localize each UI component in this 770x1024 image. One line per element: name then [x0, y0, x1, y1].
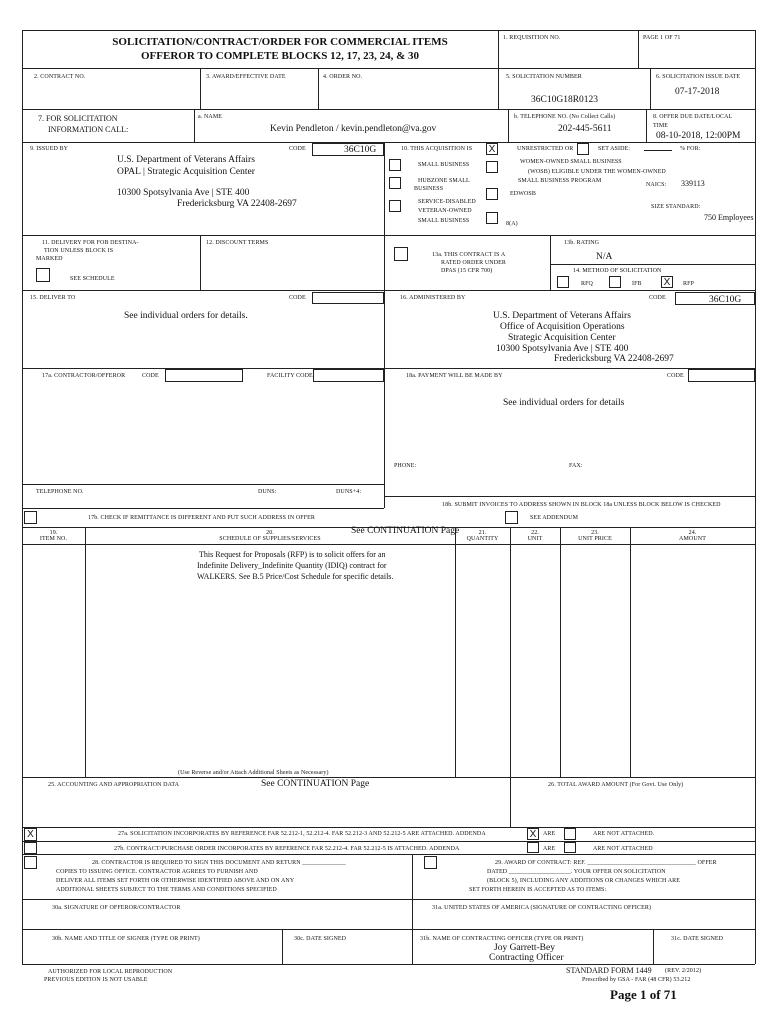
row27b-checkbox[interactable] — [24, 842, 37, 854]
see-schedule-label: SEE SCHEDULE — [70, 276, 115, 282]
sdvosb-line1: SERVICE-DISABLED — [418, 199, 476, 205]
rated-order-line3: DPAS (15 CFR 700) — [441, 268, 493, 274]
hubzone-line2: BUSINESS — [414, 186, 444, 192]
frame-left — [22, 30, 23, 964]
rfq-label: RFQ — [581, 281, 593, 287]
name30b-label: 30b. NAME AND TITLE OF SIGNER (TYPE OR PRINT) — [52, 936, 200, 942]
block28-line2: COPIES TO ISSUING OFFICE. CONTRACTOR AGREES TO FURNISH AND — [56, 869, 258, 875]
hubzone-line1: HUBZONE SMALL — [418, 178, 470, 184]
issued-by-label: 9. ISSUED BY — [30, 146, 69, 152]
edwosb-checkbox[interactable] — [486, 188, 498, 200]
see-addendum-label: SEE ADDENDUM — [530, 515, 579, 521]
size-standard-label: SIZE STANDARD: — [651, 204, 701, 210]
remittance-checkbox[interactable] — [24, 511, 37, 524]
wosb-line2: (WOSB) ELIGIBLE UNDER THE WOMEN-OWNED — [528, 169, 666, 175]
deliver-to-label: 15. DELIVER TO — [30, 295, 76, 301]
accounting-value: See CONTINUATION Page — [261, 779, 370, 789]
deliver-to-code-box — [312, 292, 384, 304]
row27a-are-not: ARE NOT ATTACHED. — [593, 831, 655, 837]
prescribed-by: Prescribed by GSA - FAR (48 CFR) 53.212 — [582, 977, 691, 983]
percent-for-label: % FOR: — [680, 146, 701, 152]
rfp-label: RFP — [683, 281, 694, 287]
rating-label: 13b. RATING — [564, 240, 600, 246]
administered-by-line2: Office of Acquisition Operations — [500, 322, 625, 332]
rated-order-line2: RATED ORDER UNDER — [441, 260, 507, 266]
telephone-label: b. TELEPHONE NO. (No Collect Calls) — [514, 114, 616, 120]
set-aside-checkbox[interactable] — [577, 143, 589, 155]
wosb-line1: WOMEN-OWNED SMALL BUSINESS — [520, 159, 622, 165]
form-title-line1: SOLICITATION/CONTRACT/ORDER FOR COMMERCIAL ITEMS — [112, 36, 448, 48]
see-schedule-checkbox[interactable] — [36, 268, 50, 282]
row27a-are: ARE — [543, 831, 556, 837]
col23-header: UNIT PRICE — [578, 536, 612, 542]
offer-due-label-time: TIME — [653, 123, 669, 129]
officer-name: Joy Garrett-Bey — [494, 943, 555, 953]
sdvosb-line2: VETERAN-OWNED — [418, 208, 472, 214]
issued-by-code: 36C10G — [344, 145, 377, 155]
delivery-label-1: 11. DELIVERY FOR FOB DESTINA- — [42, 240, 139, 246]
deliver-to-value: See individual orders for details. — [124, 311, 248, 321]
frame-right — [755, 30, 756, 964]
contractor-telephone-label: TELEPHONE NO. — [36, 489, 84, 495]
discount-terms-label: 12. DISCOUNT TERMS — [206, 240, 269, 246]
administered-by-code: 36C10G — [709, 295, 742, 305]
previous-edition: PREVIOUS EDITION IS NOT USABLE — [44, 977, 148, 983]
row27a-checkbox[interactable]: X — [24, 828, 37, 841]
authorized-reproduction: AUTHORIZED FOR LOCAL REPRODUCTION — [48, 969, 173, 975]
frame-bottom — [22, 964, 755, 965]
col21-header: QUANTITY — [466, 536, 499, 542]
payment-code-box — [688, 369, 755, 382]
issued-by-line2: OPAL | Strategic Acquisition Center — [117, 167, 255, 177]
method-label: 14. METHOD OF SOLICITATION — [573, 268, 662, 274]
ifb-checkbox[interactable] — [609, 276, 621, 288]
rating-value: N/A — [596, 252, 613, 262]
col19-num: 19. — [49, 530, 58, 536]
row27a-text: 27a. SOLICITATION INCORPORATES BY REFERENCE FAR 52.212-1, 52.212-4. FAR 52.212-3 AND 52.212-5 ARE ATTACHED. ADDENDA — [118, 831, 486, 837]
administered-by-line5: Fredericksburg VA 22408-2697 — [554, 354, 674, 364]
solicitation-no-label: 5. SOLICITATION NUMBER — [506, 74, 582, 80]
contract-no-label: 2. CONTRACT NO. — [34, 74, 86, 80]
col21-num: 21. — [478, 530, 487, 536]
block28-line3: DELIVER ALL ITEMS SET FORTH OR OTHERWISE IDENTIFIED ABOVE AND ON ANY — [56, 878, 295, 884]
eight-a-checkbox[interactable] — [486, 212, 498, 224]
col20-num: 20. — [266, 530, 274, 536]
row27b-text: 27b. CONTRACT/PURCHASE ORDER INCORPORATES BY REFERENCE FAR 52.212-4. FAR 52.212-5 IS ATTACHED. ADDENDA — [114, 846, 460, 852]
row27b-are-not-checkbox[interactable] — [564, 842, 576, 853]
solicitation-issue-date-label: 6. SOLICITATION ISSUE DATE — [656, 74, 741, 80]
col24-header: AMOUNT — [679, 536, 706, 542]
block29-line1: 29. AWARD OF CONTRACT: REF. ___________________________________ OFFER — [495, 860, 717, 866]
block28-line1: 28. CONTRACTOR IS REQUIRED TO SIGN THIS DOCUMENT AND RETURN ______________ — [92, 860, 346, 866]
size-standard-value: 750 Employees — [704, 213, 754, 222]
naics-label: NAICS: — [646, 182, 667, 188]
schedule-description-3: WALKERS. See B.5 Price/Cost Schedule for specific details. — [197, 572, 394, 581]
rated-order-checkbox[interactable] — [394, 247, 408, 261]
row27a-are-not-checkbox[interactable] — [564, 828, 576, 840]
delivery-label-3: MARKED — [36, 256, 63, 262]
acquisition-label: 10. THIS ACQUISITION IS — [401, 146, 473, 152]
block28-checkbox[interactable] — [24, 856, 37, 869]
sig31a-label: 31a. UNITED STATES OF AMERICA (SIGNATURE OF CONTRACTING OFFICER) — [432, 905, 652, 911]
contractor-code-label: CODE — [142, 373, 159, 379]
col22-num: 22. — [531, 530, 539, 536]
payment-label: 18a. PAYMENT WILL BE MADE BY — [406, 373, 503, 379]
for-solicitation-label: 7. FOR SOLICITATION — [38, 114, 118, 123]
payment-value: See individual orders for details — [503, 398, 625, 408]
small-business-label: SMALL BUSINESS — [418, 162, 470, 168]
name-label: a. NAME — [198, 114, 223, 120]
offer-due-value: 08-10-2018, 12:00PM — [656, 131, 741, 141]
small-business-checkbox[interactable] — [389, 159, 401, 171]
date30c-label: 30c. DATE SIGNED — [294, 936, 347, 942]
telephone-value: 202-445-5611 — [558, 124, 612, 134]
frame-top — [22, 30, 755, 31]
administered-by-line1: U.S. Department of Veterans Affairs — [493, 311, 631, 321]
administered-by-line3: Strategic Acquisition Center — [508, 333, 616, 343]
contractor-label: 17a. CONTRACTOR/OFFEROR — [42, 373, 126, 379]
col23-num: 23. — [591, 530, 599, 536]
block29-checkbox[interactable] — [424, 856, 437, 869]
col19-header: ITEM NO. — [39, 536, 68, 542]
page-number: Page 1 of 71 — [610, 987, 677, 1002]
edwosb-label: EDWOSB — [510, 191, 536, 197]
block29-line2: DATED ____________________. YOUR OFFER ON SOLICITATION — [487, 869, 666, 875]
offer-due-label: 8. OFFER DUE DATE/LOCAL — [653, 114, 733, 120]
schedule-continuation: See CONTINUATION Page — [351, 526, 460, 536]
col24-num: 24. — [688, 530, 697, 536]
order-no-label: 4. ORDER NO. — [323, 74, 363, 80]
administered-by-label: 16. ADMINISTERED BY — [400, 295, 466, 301]
form-name: STANDARD FORM 1449 — [566, 966, 652, 975]
schedule-description-1: This Request for Proposals (RFP) is to solicit offers for an — [199, 550, 386, 559]
deliver-to-code-label: CODE — [289, 295, 306, 301]
payment-code-label: CODE — [667, 373, 684, 379]
issued-by-code-label: CODE — [289, 146, 306, 152]
solicitation-no: 36C10G18R0123 — [531, 95, 599, 105]
issued-by-line1: U.S. Department of Veterans Affairs — [117, 155, 255, 165]
issued-by-line3: 10300 Spotsylvania Ave | STE 400 — [117, 188, 250, 198]
phone-label: PHONE: — [394, 463, 417, 469]
wosb-line3: SMALL BUSINESS PROGRAM — [518, 178, 602, 184]
row27b-are-not: ARE NOT ATTACHED — [593, 846, 653, 852]
administered-by-line4: 10300 Spotsylvania Ave | STE 400 — [496, 344, 629, 354]
contact-name: Kevin Pendleton / kevin.pendleton@va.gov — [270, 124, 437, 134]
fax-label: FAX: — [569, 463, 583, 469]
unrestricted-checkbox[interactable]: X — [486, 143, 498, 155]
delivery-label-2: TION UNLESS BLOCK IS — [44, 248, 114, 254]
sig30a-label: 30a. SIGNATURE OF OFFEROR/CONTRACTOR — [52, 905, 181, 911]
submit-invoices-label: 18b. SUBMIT INVOICES TO ADDRESS SHOWN IN BLOCK 18a UNLESS BLOCK BELOW IS CHECKED — [442, 502, 721, 508]
wosb-checkbox[interactable] — [486, 161, 498, 173]
col20-header: SCHEDULE OF SUPPLIES/SERVICES — [219, 536, 321, 542]
block29-line4: SET FORTH HEREIN IS ACCEPTED AS TO ITEMS: — [469, 887, 607, 893]
total-award-label: 26. TOTAL AWARD AMOUNT (For Govt. Use Only) — [548, 782, 684, 788]
rfp-checkbox[interactable]: X — [661, 276, 673, 288]
requisition-no-label: 1. REQUISITION NO. — [503, 35, 561, 41]
rated-order-line1: 13a. THIS CONTRACT IS A — [432, 252, 506, 258]
sdvosb-line3: SMALL BUSINESS — [418, 218, 470, 224]
contractor-code-input[interactable] — [165, 369, 243, 382]
duns-label: DUNS: — [258, 489, 277, 495]
remittance-label: 17b. CHECK IF REMITTANCE IS DIFFERENT AND PUT SUCH ADDRESS IN OFFER — [88, 515, 316, 521]
row27b-are-checkbox[interactable] — [527, 842, 539, 853]
administered-by-code-label: CODE — [649, 295, 666, 301]
facility-code-label: FACILITY CODE — [267, 373, 313, 379]
name31b-label: 31b. NAME OF CONTRACTING OFFICER (TYPE OR PRINT) — [420, 936, 584, 942]
see-addendum-checkbox[interactable] — [505, 511, 518, 524]
duns4-label: DUNS+4: — [336, 489, 362, 495]
block29-line3: (BLOCK 5), INCLUDING ANY ADDITIONS OR CHANGES WHICH ARE — [487, 878, 680, 884]
hubzone-checkbox[interactable] — [389, 177, 401, 189]
rfq-checkbox[interactable] — [557, 276, 569, 288]
info-call-label: INFORMATION CALL: — [48, 125, 129, 134]
issued-by-line4: Fredericksburg VA 22408-2697 — [177, 199, 297, 209]
eight-a-label: 8(A) — [506, 221, 518, 227]
sdvosb-checkbox[interactable] — [389, 200, 401, 212]
date31c-label: 31c. DATE SIGNED — [671, 936, 724, 942]
row27a-are-checkbox[interactable]: X — [527, 828, 539, 840]
accounting-label: 25. ACCOUNTING AND APPROPRIATION DATA — [48, 782, 180, 788]
reverse-note: (Use Reverse and/or Attach Additional Sheets as Necessary) — [178, 770, 329, 776]
facility-code-input[interactable] — [313, 369, 384, 382]
naics-value: 339113 — [681, 179, 705, 188]
form-rev: (REV. 2/2012) — [665, 968, 702, 974]
row27b-are: ARE — [543, 846, 556, 852]
ifb-label: IFB — [632, 281, 642, 287]
col22-header: UNIT — [527, 536, 543, 542]
officer-title: Contracting Officer — [489, 953, 564, 963]
solicitation-issue-date: 07-17-2018 — [675, 87, 720, 97]
schedule-description-2: Indefinite Delivery_Indefinite Quantity (IDIQ) contract for — [197, 561, 387, 570]
form-title-line2: OFFEROR TO COMPLETE BLOCKS 12, 17, 23, 24, & 30 — [141, 50, 419, 62]
unrestricted-label: UNRESTRICTED OR — [517, 146, 574, 152]
award-date-label: 3. AWARD/EFFECTIVE DATE — [206, 74, 286, 80]
set-aside-label: SET ASIDE: — [598, 146, 631, 152]
page-count-label: PAGE 1 OF 71 — [643, 35, 681, 41]
block28-line4: ADDITIONAL SHEETS SUBJECT TO THE TERMS AND CONDITIONS SPECIFIED — [56, 887, 277, 893]
